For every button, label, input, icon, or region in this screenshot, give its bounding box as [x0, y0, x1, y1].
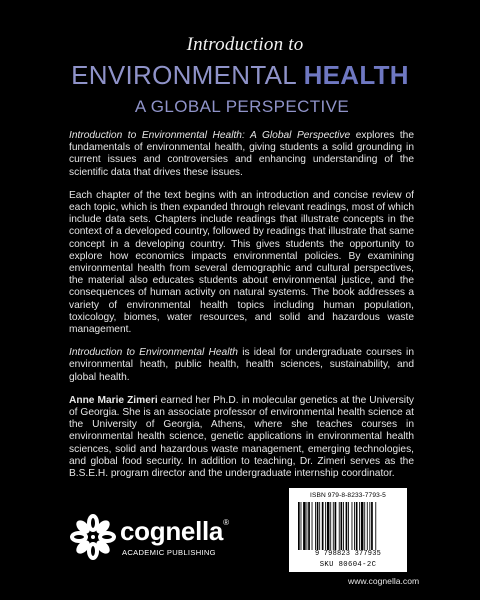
publisher-logo	[70, 514, 230, 564]
title-main	[0, 60, 480, 91]
title-intro: Introduction to	[186, 34, 304, 55]
barcode-bar	[348, 502, 349, 550]
subtitle: A GLOBAL PERSPECTIVE	[134, 97, 350, 116]
publisher-name-text: cognella	[120, 516, 224, 546]
book-title-italic: Introduction to Environmental Health: A Global Perspective	[69, 130, 351, 141]
author-name: Anne Marie Zimeri	[69, 394, 158, 406]
paragraph-overview	[69, 130, 414, 179]
back-cover-description	[69, 130, 414, 480]
paragraph-structure: Each chapter of the text begins with an introduction and concise review of each topic, which is then expanded through relevant readings, most of which include data sets. Chapters include readings that illustrate concepts in the context of a developed country, followed by readings that illustrate that same concept in a developing country. This gives students the opportunity to explore how economics impacts environmental policies. By examining environmental health from several demographic and cultural perspectives, the material also educates students about environmental justice, and the consequences of human activity on natural systems. The book addresses a variety of environmental health topics including human population, toxicology, biomes, water resources, and solid and hazardous waste management.	[69, 189, 414, 336]
author-bio-text: earned her Ph.D. in molecular genetics at the University of Georgia. She is an associate professor of environmental health science at the University of Georgia, Athens, where she teaches courses in environmental health science, genetic applications in environmental health sciences, solid and hazardous waste management, emerging technologies, and global food security. In addition to teaching, Dr. Zimeri serves as the B.S.E.H. program director and the undergraduate internship coordinator.	[69, 394, 414, 480]
publisher-tagline: ACADEMIC PUBLISHING	[122, 548, 216, 557]
overview-text: explores the fundamentals of environmental health, giving students a solid grounding in current issues and controversies and enhancing understanding of the scientific data that drives these issues.	[69, 130, 414, 178]
barcode-bar	[307, 502, 308, 550]
barcode-bar	[341, 502, 343, 550]
registered-mark: ®	[223, 518, 229, 527]
barcode-box	[289, 488, 407, 572]
barcode-bar	[356, 502, 358, 550]
barcode-bar	[301, 502, 302, 550]
publisher-name	[120, 516, 229, 547]
barcode-bar	[317, 502, 319, 550]
barcode-bar	[354, 502, 355, 550]
barcode-bar	[369, 502, 370, 550]
barcode-bar	[327, 502, 330, 550]
cover-title-block	[0, 34, 480, 117]
audience-text: is ideal for undergraduate courses in environmental heath, public health, health sciences, sustainability, and global health.	[69, 347, 414, 383]
barcode-bar	[375, 502, 376, 550]
barcode-bar	[315, 502, 316, 550]
barcode-bar	[325, 502, 326, 550]
barcode-bar	[319, 502, 320, 550]
paragraph-audience	[69, 347, 414, 384]
barcode-bar	[322, 502, 324, 550]
barcode-bar	[333, 502, 334, 550]
barcode-number: 9 798823 377935	[314, 550, 381, 558]
title-environmental: ENVIRONMENTAL	[71, 60, 297, 90]
barcode-image	[296, 502, 400, 550]
barcode-bar	[371, 502, 373, 550]
cognella-flower-icon	[70, 514, 116, 560]
paragraph-author-bio	[69, 395, 414, 480]
barcode-bar	[303, 502, 306, 550]
barcode-bar	[339, 502, 340, 550]
publisher-url: www.cognella.com	[348, 576, 420, 586]
isbn-label: ISBN 979-8-8233-7793-5	[310, 492, 386, 499]
title-health: HEALTH	[303, 60, 409, 90]
barcode-bar	[367, 502, 368, 550]
barcode-bar	[312, 502, 313, 550]
barcode-bar	[359, 502, 360, 550]
barcode-bar	[352, 502, 353, 550]
barcode-bar	[361, 502, 364, 550]
barcode-bar	[330, 502, 331, 550]
barcode-bar	[364, 502, 365, 550]
book-title-short-italic: Introduction to Environmental Health	[69, 347, 238, 359]
barcode-bar	[335, 502, 337, 550]
barcode-bar	[346, 502, 348, 550]
barcode-bar	[298, 502, 300, 550]
barcode-bar	[343, 502, 344, 550]
sku-label: SKU 80604-2C	[319, 561, 377, 569]
barcode-bar	[308, 502, 310, 550]
